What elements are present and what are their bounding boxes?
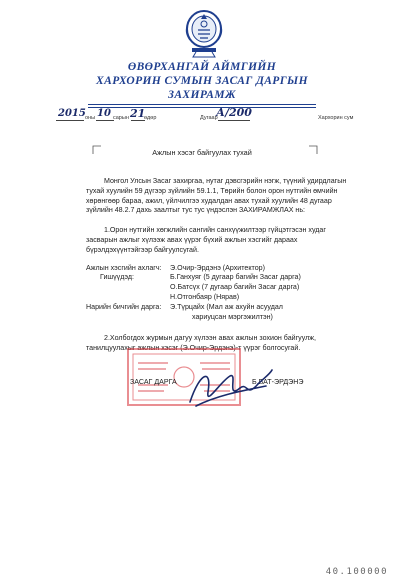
head-value: Э.Очир-Эрдэнэ (Архитектор) bbox=[170, 263, 265, 272]
issue-place: Хархорин сум bbox=[318, 115, 354, 121]
head-label: Ажлын хэсгийн ахлагч: bbox=[86, 263, 162, 272]
paragraph-item-1: 1.Орон нутгийн хөгжлийн сангийн санхүүжилтээр гүйцэтгэсэн худаг засварын ажлыг хүлээж авах үүрэг бүхий ажлын хэсгийг дараах бүрэлдэхүүнтэйгээр байгуулсугай. bbox=[86, 226, 326, 254]
working-group-table bbox=[86, 264, 301, 323]
signatory-title: ЗАСАГ ДАРГА bbox=[130, 378, 177, 386]
date-month: 10 bbox=[97, 108, 111, 119]
header-office: ХАРХОРИН СУМЫН ЗАСАГ ДАРГЫН bbox=[96, 75, 308, 87]
secretary-label: Нарийн бичгийн дарга: bbox=[86, 302, 162, 311]
member-2: О.Батсүх (7 дугаар багийн Засаг дарга) bbox=[170, 283, 300, 292]
secretary-value: Э.Түрцайх (Мал аж ахуйн асуудал bbox=[170, 302, 283, 311]
footer-code: 40.100000 bbox=[325, 567, 388, 577]
header-province: ӨВӨРХАНГАЙ АЙМГИЙН bbox=[127, 61, 277, 73]
member-3: Н.Отгонбаяр (Нярав) bbox=[170, 292, 240, 301]
paragraph-preamble: Монгол Улсын Засаг захиргаа, нутаг дэвсгэрийн нэгж, түүний удирдлагын тухай хуулийн 59 дүгээр зүйлийн 59.1.1, Төрийн болон орон нутгийн өмчийн хөрөнгөөр бараа, ажил, үйлчилгээ худалдан авах тухай хуулийн 48 дугаар зүйлийн 48.2.7 дахь заалтыг тус тус үндэслэн ЗАХИРАМЖЛАХ нь: bbox=[86, 177, 347, 215]
document-title: Ажлын хэсэг байгуулах тухай bbox=[152, 148, 252, 157]
signatory-name: Б.БАТ-ЭРДЭНЭ bbox=[252, 378, 304, 386]
handwritten-signature-icon bbox=[186, 362, 274, 414]
secretary-value-cont: хариуцсан мэргэжилтэн) bbox=[192, 312, 273, 321]
member-1: Б.Ганхуяг (5 дугаар багийн Засаг дарга) bbox=[170, 273, 301, 282]
state-emblem-icon bbox=[182, 6, 226, 58]
header-divider-thin bbox=[88, 107, 316, 108]
month-suffix: сарын bbox=[113, 115, 129, 121]
paragraph-item-2: 2.Холбогдох журмын дагуу хүлээн авах ажлын зохион байгуулж, танилцуулахыг ажлын хэсэг (Э.Очир-Эрдэнэ)-т үүрэг болгосугай. bbox=[86, 334, 316, 353]
date-year: 2015 bbox=[58, 108, 86, 119]
document-body bbox=[86, 177, 348, 354]
header-divider bbox=[88, 104, 316, 105]
day-suffix: өдөр bbox=[144, 115, 157, 121]
header-doc-type: ЗАХИРАМЖ bbox=[168, 89, 236, 101]
year-suffix: оны bbox=[85, 115, 96, 121]
document-number: А/200 bbox=[216, 106, 252, 119]
number-prefix: Дугаар bbox=[200, 115, 218, 121]
date-day: 21 bbox=[130, 107, 146, 120]
members-label: Гишүүдэд: bbox=[100, 273, 134, 282]
